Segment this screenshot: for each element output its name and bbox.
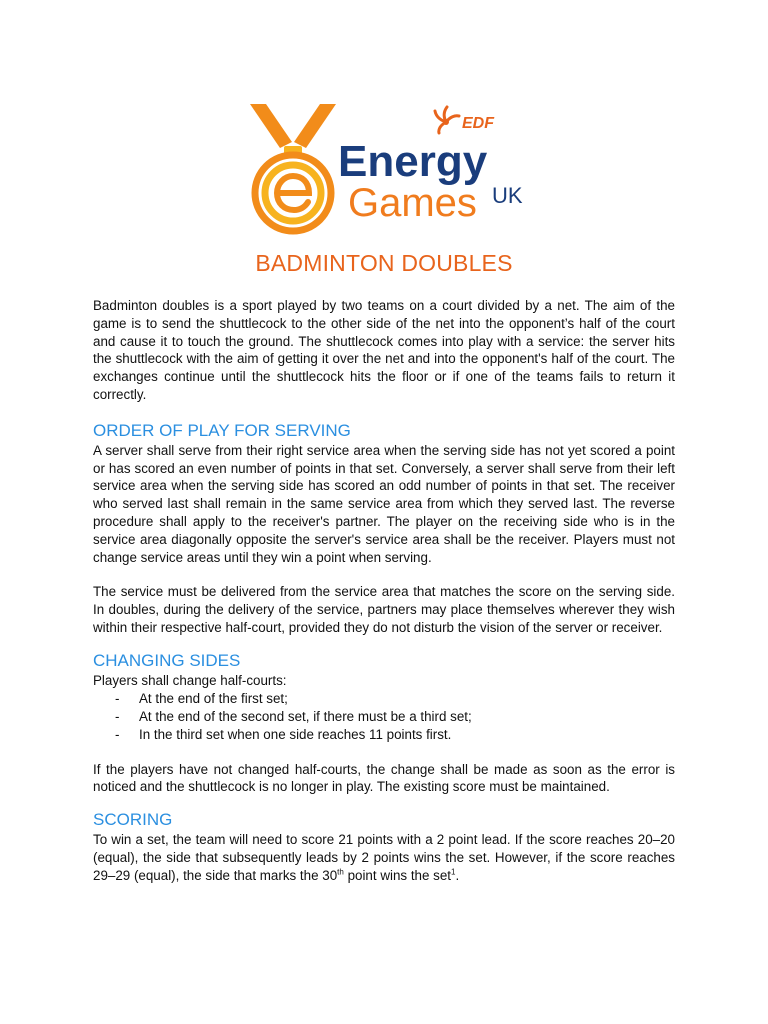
section-heading-changing-sides: CHANGING SIDES xyxy=(93,650,241,670)
changing-lead: Players shall change half-courts: xyxy=(93,672,287,688)
list-item: - In the third set when one side reaches 11 points first. xyxy=(93,726,675,744)
logo-uk-suffix: UK xyxy=(492,183,523,208)
changing-paragraph: If the players have not changed half-courts, the change shall be made as soon as the error is noticed and the shuttlecock is no longer in play. The existing score must be maintained. xyxy=(93,761,675,795)
energy-games-logo xyxy=(240,96,530,236)
logo-energy-word: Energy xyxy=(338,137,488,186)
medal-ribbon-left xyxy=(250,104,292,148)
document-body xyxy=(93,297,675,885)
edf-flower-icon xyxy=(435,107,459,133)
section-heading-scoring: SCORING xyxy=(93,810,173,830)
scoring-paragraph: To win a set, the team will need to score 21 points with a 2 point lead. If the score reaches 20–20 (equal), the side that subsequently leads by 2 points wins the set. However, if the score reaches 29–29 (equal), the side that marks the 30th point wins the set$^1$. xyxy=(93,832,675,883)
changing-list xyxy=(93,690,675,744)
list-item: - At the end of the first set; xyxy=(93,690,675,708)
ordinal-superscript: th xyxy=(337,867,344,877)
medal-ribbon-right xyxy=(294,104,336,148)
page-title: BADMINTON DOUBLES xyxy=(255,250,513,276)
order-paragraph-1: A server shall serve from their right service area when the serving side has not yet scored a point or has scored an even number of points in that set. Conversely, a server shall serve from their left service area when the serving side has scored an odd number of points in that set. The receiver who served last shall remain in the same service area from which they served last. The reverse procedure shall apply to the receiver's partner. The player on the receiving side who is in the service area diagonally opposite the server's service area shall be the receiver. Players must not change service areas until they win a point when serving. xyxy=(93,442,675,565)
intro-paragraph: Badminton doubles is a sport played by two teams on a court divided by a net. The aim of the game is to send the shuttlecock to the other side of the net into the opponent’s half of the court and cause it to touch the ground. The shuttlecock comes into play with a service: the server hits the shuttlecock with the aim of getting it over the net and into the opponent's half of the court. The exchanges continue until the shuttlecock hits the floor or if one of the teams fails to return it correctly. xyxy=(93,298,675,402)
footnote-reference[interactable]: 1 xyxy=(451,867,456,877)
logo-games-word: Games xyxy=(348,181,477,225)
section-heading-order-of-play: ORDER OF PLAY FOR SERVING xyxy=(93,420,351,440)
edf-wordmark: EDF xyxy=(462,115,494,132)
order-paragraph-2: The service must be delivered from the service area that matches the score on the serving side. In doubles, during the delivery of the service, partners may place themselves wherever they wish within their respective half-court, provided they do not disturb the vision of the server or receiver. xyxy=(93,584,675,635)
medal-e-glyph xyxy=(277,176,309,210)
list-item: - At the end of the second set, if there must be a third set; xyxy=(93,708,675,726)
